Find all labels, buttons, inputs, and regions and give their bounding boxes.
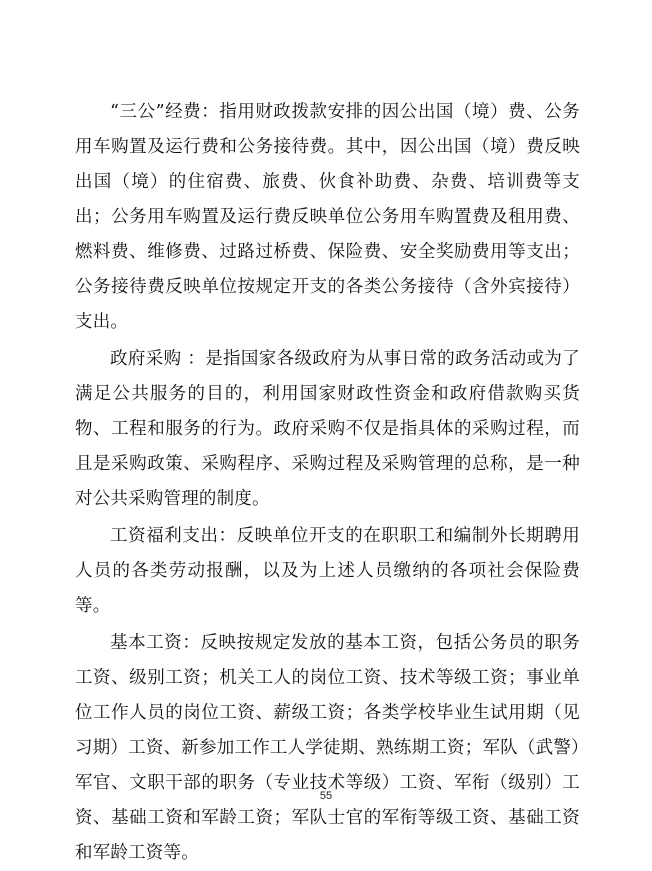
paragraph-government-procurement: 政府采购 ：是指国家各级政府为从事日常的政务活动或为了满足公共服务的目的，利用国家财政性资金和政府借款购买货物、工程和服务的行为。政府采购不仅是指具体的采购过程，而且是采购政策、采购程序、采购过程及采购管理的总称，是一种对公共采购管理的制度。 xyxy=(75,349,580,509)
paragraph-basic-wages: 基本工资：反映按规定发放的基本工资，包括公务员的职务工资、级别工资；机关工人的岗位工资、技术等级工资；事业单位工作人员的岗位工资、薪级工资；各类学校毕业生试用期（见习期）工资、新参加工作工人学徒期、熟练期工资；军队（武警）军官、文职干部的职务（专业技术等级）工资、军衔（级别）工资、基础工资和军龄工资；军队士官的军衔等级工资、基础工资和军龄工资等。 xyxy=(75,633,580,863)
page-number: 55 xyxy=(319,790,333,802)
document-body xyxy=(75,95,580,871)
paragraph-sangong-expenses: “三公”经费：指用财政拨款安排的因公出国（境）费、公务用车购置及运行费和公务接待费。其中，因公出国（境）费反映出国（境）的住宿费、旅费、伙食补助费、杂费、培训费等支出；公务用车购置及运行费反映单位公务用车购置费及租用费、燃料费、维修费、过路过桥费、保险费、安全奖励费用等支出；公务接待费反映单位按规定开支的各类公务接待（含外宾接待）支出。 xyxy=(75,102,580,332)
paragraph-wage-welfare-expenses: 工资福利支出：反映单位开支的在职职工和编制外长期聘用人员的各类劳动报酬，以及为上述人员缴纳的各项社会保险费等。 xyxy=(75,526,580,616)
